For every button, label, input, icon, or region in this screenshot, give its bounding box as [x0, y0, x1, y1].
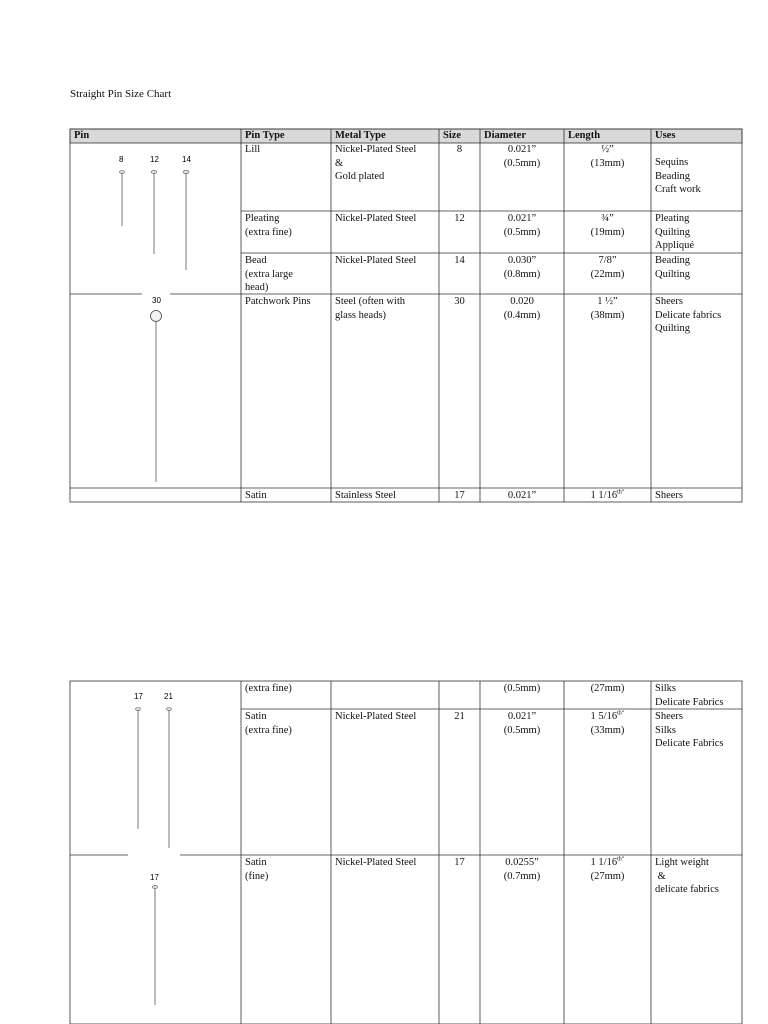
- row1-size: 8: [456, 144, 463, 155]
- row1-diameter: 0.021” (0.5mm): [503, 144, 541, 169]
- t2-row3-uses: Light weight & delicate fabrics: [655, 857, 719, 895]
- t2-row3-metal-type: Nickel-Plated Steel: [335, 857, 417, 868]
- row2-uses: Pleating Quilting Appliqué: [655, 213, 695, 251]
- row4-size: 30: [454, 296, 465, 307]
- t2-row3-length-main: 1 1/16: [590, 857, 618, 868]
- row5-pin-type: Satin: [245, 490, 267, 501]
- row2-metal-type: Nickel-Plated Steel: [335, 213, 417, 224]
- pin-label-21: 21: [164, 692, 173, 701]
- t2-row2-uses: Sheers Silks Delicate Fabrics: [655, 711, 724, 749]
- pin-label-30: 30: [152, 296, 161, 305]
- pin-label-12: 12: [150, 155, 159, 164]
- t2-row3-diameter: 0.0255” (0.7mm): [503, 857, 541, 882]
- t2-row3-size: 17: [454, 857, 465, 868]
- row5-length-main: 1 1/16: [590, 490, 618, 501]
- pin-label-14: 14: [182, 155, 191, 164]
- t2-row1-uses: Silks Delicate Fabrics: [655, 683, 724, 708]
- row4-pin-type: Patchwork Pins: [245, 296, 311, 307]
- header-pin: Pin: [74, 130, 90, 141]
- t2-row3-pin-type: Satin (fine): [245, 857, 269, 882]
- header-uses: Uses: [655, 130, 676, 141]
- row3-length: 7/8” (22mm): [590, 255, 625, 280]
- t2-row1-pin-type: (extra fine): [245, 683, 292, 694]
- row3-diameter: 0.030” (0.8mm): [503, 255, 541, 280]
- header-pin-type: Pin Type: [245, 130, 285, 141]
- row4-diameter: 0.020 (0.4mm): [503, 296, 541, 321]
- t2-row2-length-main: 1 5/16: [590, 711, 618, 722]
- row4-length: 1 ½” (38mm): [590, 296, 625, 321]
- t2-row2-length-fraction: [564, 710, 651, 724]
- t2-row2-size: 21: [454, 711, 465, 722]
- row5-uses: Sheers: [655, 490, 683, 501]
- row5-length-sup: th”: [617, 489, 625, 496]
- t2-row3-length-fraction: [564, 856, 651, 870]
- pin-label-8: 8: [119, 155, 124, 164]
- t2-row2-length-mm: (33mm): [590, 724, 625, 736]
- t2-row3-length-sup: th”: [617, 856, 625, 863]
- row1-pin-type: Lill: [245, 144, 261, 155]
- t2-row1-diameter: (0.5mm): [503, 683, 541, 694]
- t2-row2-metal-type: Nickel-Plated Steel: [335, 711, 417, 722]
- pin-label-17b: 17: [150, 873, 159, 882]
- row2-pin-type: Pleating (extra fine): [245, 213, 292, 238]
- row3-metal-type: Nickel-Plated Steel: [335, 255, 417, 266]
- row5-length: [564, 489, 651, 503]
- t2-row3-length-mm: (27mm): [590, 870, 625, 882]
- row4-uses: Sheers Delicate fabrics Quilting: [655, 296, 722, 334]
- row4-metal-type: Steel (often with glass heads): [335, 296, 405, 321]
- header-length: Length: [568, 130, 601, 141]
- header-metal-type: Metal Type: [335, 130, 386, 141]
- page-title: Straight Pin Size Chart: [70, 88, 172, 100]
- row3-size: 14: [454, 255, 465, 266]
- row1-uses: Sequins Beading Craft work: [655, 157, 701, 195]
- header-size: Size: [443, 130, 462, 141]
- row2-size: 12: [454, 213, 465, 224]
- t2-row1-length: (27mm): [590, 683, 625, 694]
- row5-metal-type: Stainless Steel: [335, 490, 396, 501]
- t2-row3-length: [564, 856, 651, 883]
- row3-uses: Beading Quilting: [655, 255, 691, 280]
- row3-pin-type: Bead (extra large head): [245, 255, 293, 293]
- t2-row2-diameter: 0.021” (0.5mm): [503, 711, 541, 736]
- row1-metal-type: Nickel-Plated Steel & Gold plated: [335, 144, 417, 182]
- header-diameter: Diameter: [484, 130, 526, 141]
- row1-length: ½” (13mm): [590, 144, 625, 169]
- pin-label-17: 17: [134, 692, 143, 701]
- t2-row2-length-sup: th”: [617, 710, 625, 717]
- t2-row2-length: [564, 710, 651, 737]
- row2-diameter: 0.021” (0.5mm): [503, 213, 541, 238]
- row2-length: ¾” (19mm): [590, 213, 625, 238]
- t2-row2-pin-type: Satin (extra fine): [245, 711, 292, 736]
- row5-size: 17: [454, 490, 465, 501]
- row5-diameter: 0.021”: [507, 490, 537, 501]
